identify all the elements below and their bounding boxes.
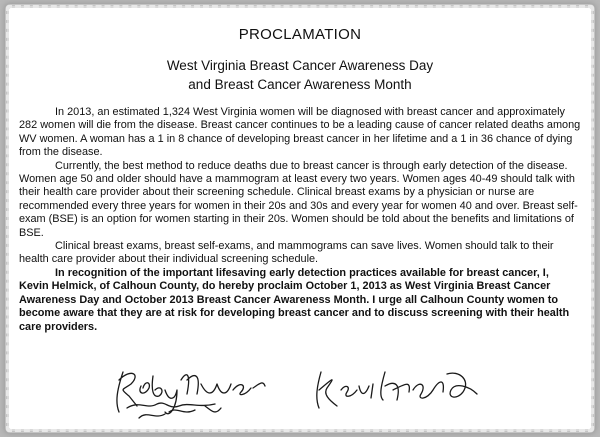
subtitle-line-2: and Breast Cancer Awareness Month: [188, 77, 412, 92]
proclamation-body: [19, 10, 581, 428]
paragraph-proclamation: In recognition of the important lifesaving early detection practices available for breast cancer, I, Kevin Helmick, of Calhoun County, do hereby proclaim October 1, 2013 as West Virginia Breast Cancer Awareness Day and October 2013 Breast Cancer Awareness Month. I urge all Calhoun County women to become aware that they are at risk for developing breast cancer and to discuss screening with their health care providers.: [19, 266, 570, 333]
proclamation-subtitle: [19, 56, 581, 94]
signatures: [19, 350, 581, 425]
paragraph-early-detection: Currently, the best method to reduce deaths due to breast cancer is through early detection of the disease. Women age 50 and older should have a mammogram at least every two years. Women ages 40-49 should talk with their health care provider about their screening schedule. Clinical breast exams by a physician or nurse are recommended every three years for women in their 20s and 30s and every year for women 40 and over. Breast self-exam (BSE) is an option for women starting in their 20s. Women should be told about the benefits and limitations of BSE.: [19, 159, 578, 239]
proclamation-heading: PROCLAMATION: [238, 26, 362, 43]
signature-right: [317, 372, 477, 408]
paragraph-save-lives: Clinical breast exams, breast self-exams, and mammograms can save lives. Women should talk to their health care provider about their individual screening schedule.: [19, 240, 554, 266]
subtitle-line-1: West Virginia Breast Cancer Awareness Day: [166, 58, 434, 73]
signature-left: [117, 372, 265, 418]
paragraph-statistics: In 2013, an estimated 1,324 West Virginia women will be diagnosed with breast cancer and approximately 282 women will die from the disease. Breast cancer continues to be a leading cause of cancer related deaths among WV women. A woman has a 1 in 8 chance of developing breast cancer in her lifetime and a 1 in 36 chance of dying from the disease.: [19, 106, 581, 159]
